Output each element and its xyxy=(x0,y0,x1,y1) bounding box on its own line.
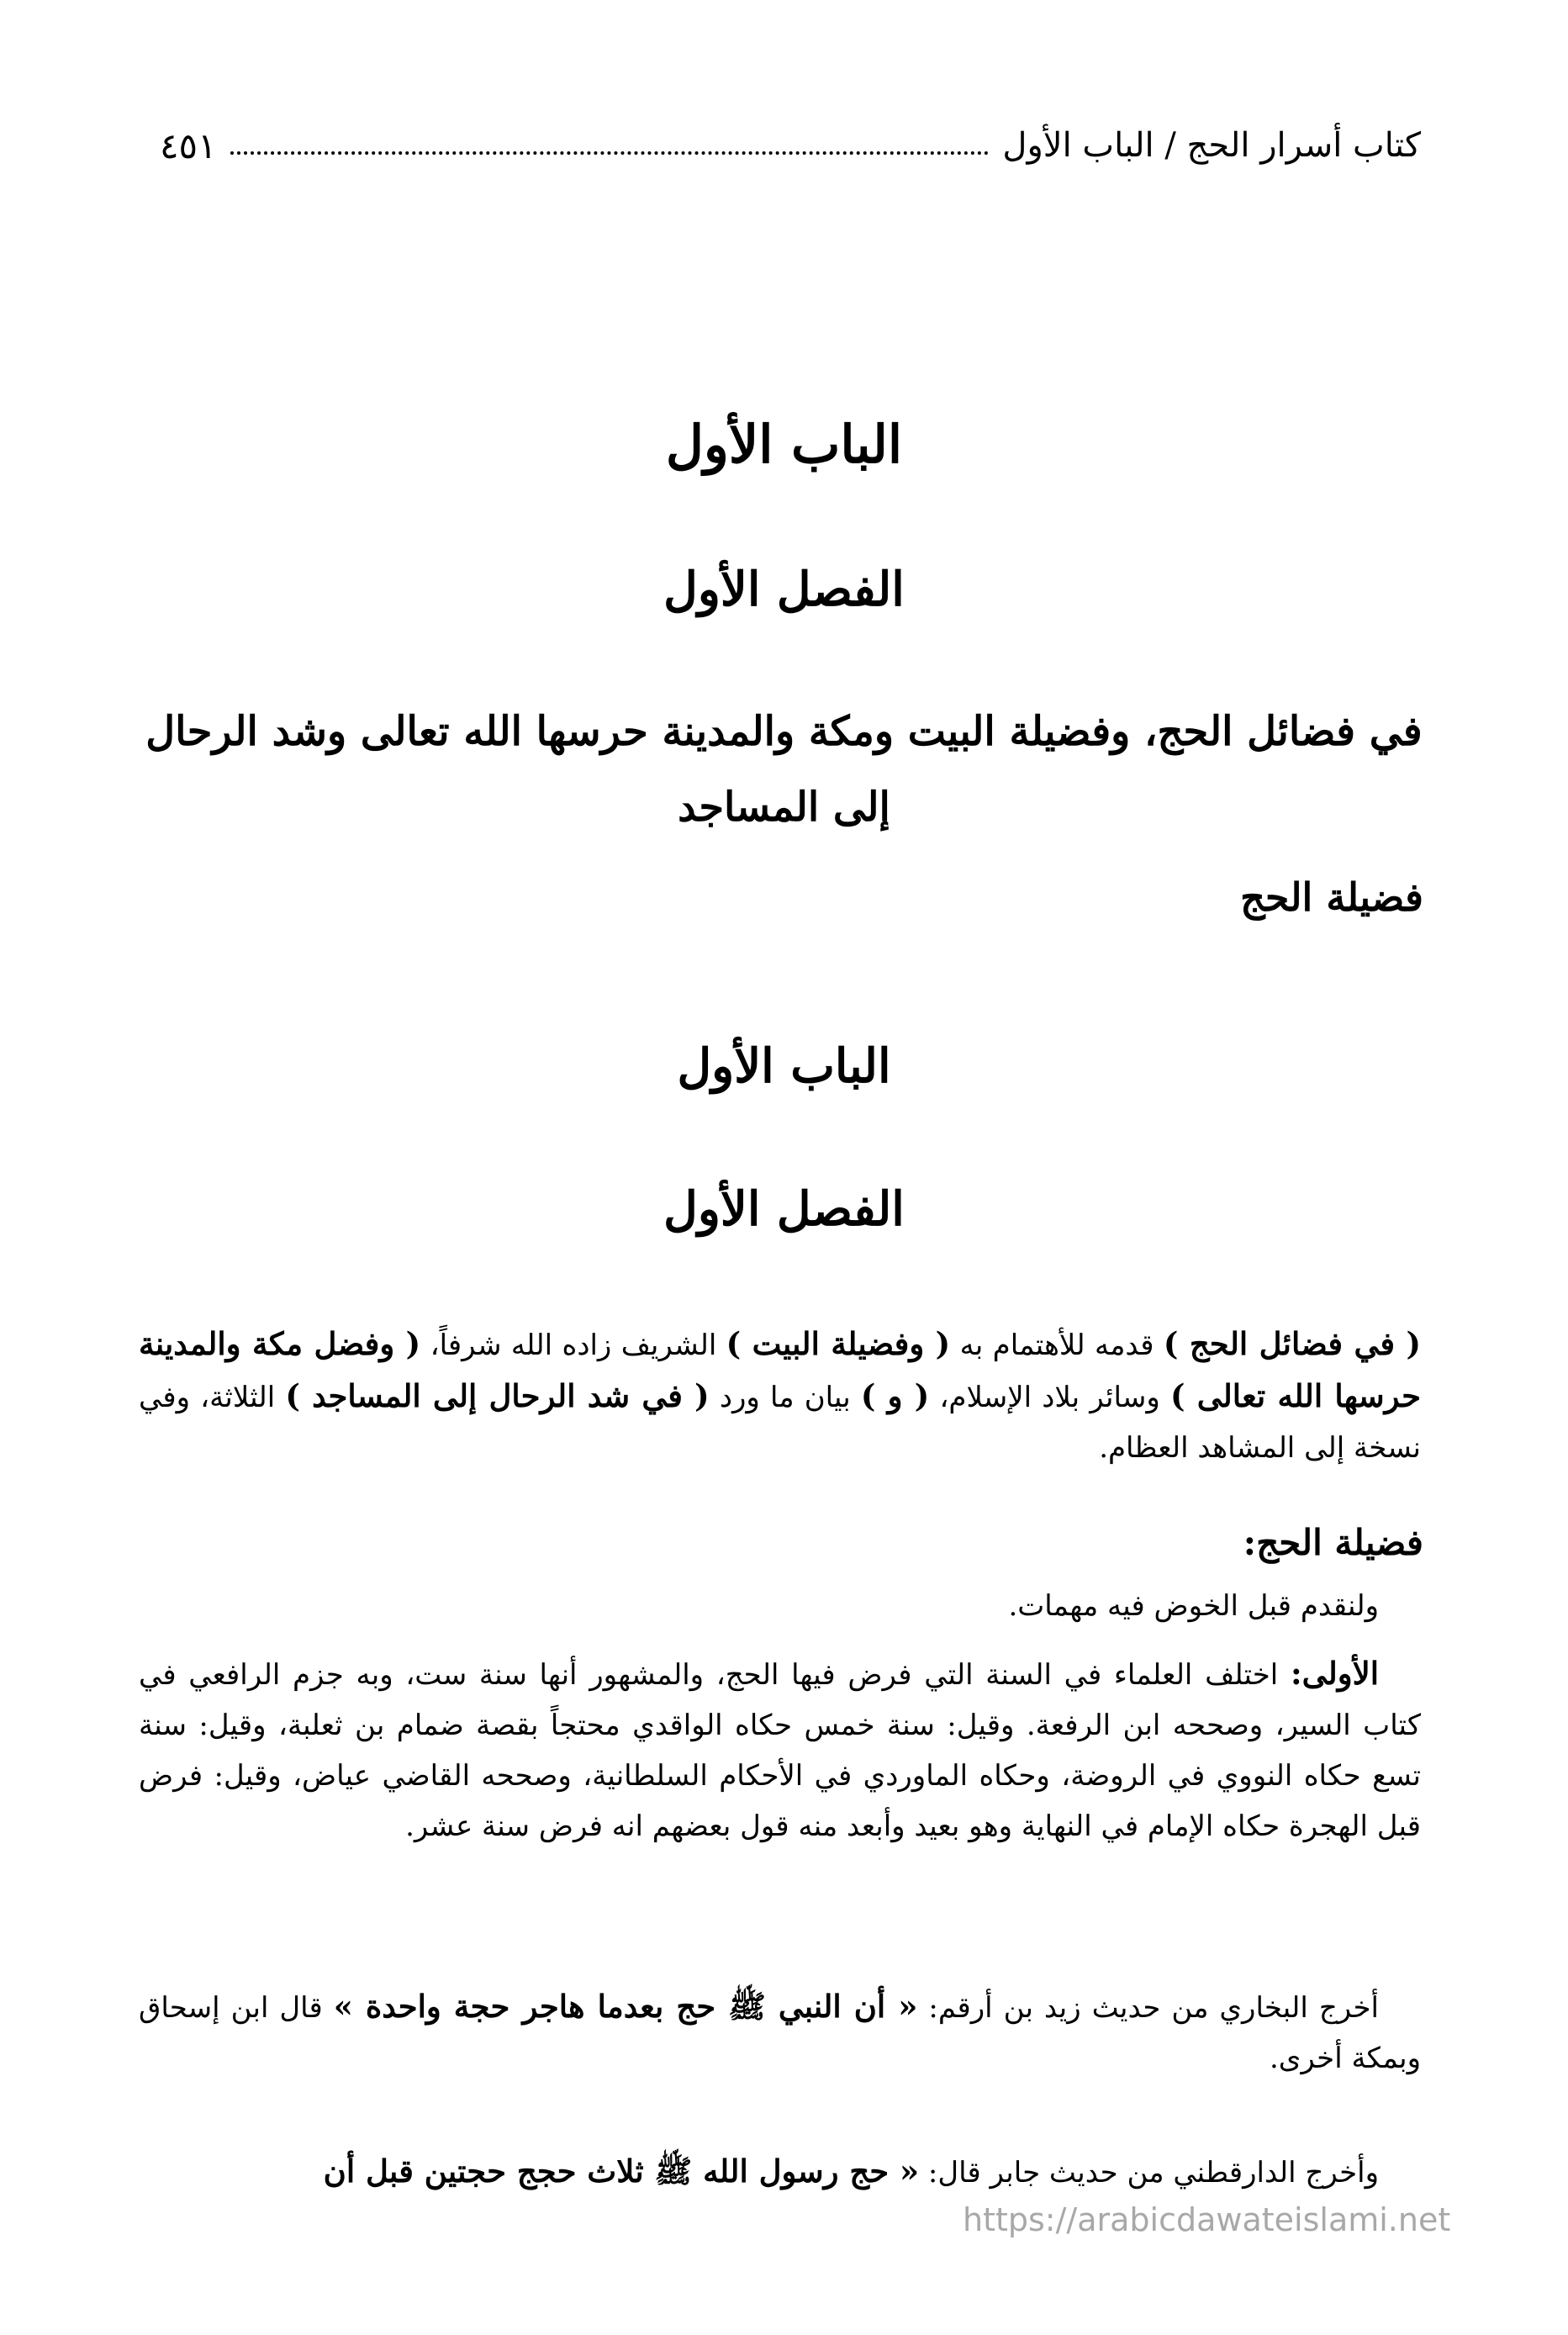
commentary-text: وسائر بلاد الإسلام، xyxy=(929,1381,1170,1414)
commentary-text: وأخرج الدارقطني من حديث جابر قال: xyxy=(919,2156,1379,2190)
commentary-text: قال ابن إسحاق وبمكة أخرى. xyxy=(139,1991,1421,2075)
running-header xyxy=(160,116,1421,175)
commentary-chapter-heading: الباب الأول xyxy=(677,1038,891,1094)
chapter-heading: الباب الأول xyxy=(665,414,903,475)
commentary-text: أخرج البخاري من حديث زيد بن أرقم: xyxy=(917,1991,1379,2025)
commentary-text: بيان ما ورد xyxy=(709,1381,861,1414)
commentary-text: قدمه للأهتمام به xyxy=(950,1329,1164,1362)
chapter-subtitle-line2: إلى المساجد xyxy=(678,784,890,831)
commentary-paragraph-4 xyxy=(139,1981,1421,2084)
section-heading: الفصل الأول xyxy=(663,562,905,617)
page-number: ٤٥١ xyxy=(160,124,217,166)
quoted-text: ( وفضيلة البيت ) xyxy=(726,1325,951,1362)
watermark-url: https://arabicdawateislami.net xyxy=(963,2201,1451,2238)
commentary-text: الشريف زاده الله شرفاً، xyxy=(420,1329,726,1362)
quoted-text: ( و ) xyxy=(860,1377,930,1414)
commentary-text: الثلاثة، وفي نسخة إلى المشاهد العظام. xyxy=(139,1381,1421,1465)
commentary-paragraph-2: ولنقدم قبل الخوض فيه مهمات. xyxy=(1008,1589,1379,1623)
chapter-subtitle-line1: في فضائل الحج، وفضيلة البيت ومكة والمدينة حرسها الله تعالى وشد الرحال xyxy=(145,708,1423,755)
commentary-paragraph-5 xyxy=(139,2146,1421,2198)
topic-heading: فضيلة الحج xyxy=(1240,874,1423,920)
hadith-quote: « حج رسول الله ﷺ ثلاث حجج حجتين قبل أن xyxy=(323,2153,920,2190)
chapter-subtitle xyxy=(135,694,1433,845)
quoted-text: ( في فضائل الحج ) xyxy=(1163,1325,1421,1362)
quoted-text: ( في شد الرحال إلى المساجد ) xyxy=(285,1377,710,1414)
commentary-section-heading: الفصل الأول xyxy=(663,1181,905,1237)
commentary-text: اختلف العلماء في السنة التي فرض فيها الحج، والمشهور أنها سنة ست، وبه جزم الرافعي في كتاب السير، وصححه ابن الرفعة. وقيل: سنة خمس حكاه الواقدي محتجاً بقصة ضمام بن ثعلبة، وقيل: سنة تسع حكاه النووي في الروضة، وحكاه الماوردي في الأحكام السلطانية، وصححه القاضي عياض، وقيل: فرض قبل الهجرة حكاه الإمام في النهاية وهو بعيد وأبعد منه قول بعضهم انه فرض سنة عشر. xyxy=(139,1658,1421,1843)
running-title: كتاب أسرار الحج / الباب الأول xyxy=(1002,126,1421,165)
quoted-text: ( وفضل مكة والمدينة حرسها الله تعالى ) xyxy=(139,1325,1421,1414)
hadith-quote: « أن النبي ﷺ حج بعدما هاجر حجة واحدة » xyxy=(333,1988,918,2025)
commentary-paragraph-3 xyxy=(139,1648,1421,1852)
commentary-topic-heading: فضيلة الحج: xyxy=(1243,1522,1423,1563)
dotted-leader xyxy=(230,151,990,155)
commentary-paragraph-1 xyxy=(139,1318,1421,1473)
point-label: الأولى: xyxy=(1290,1655,1379,1692)
